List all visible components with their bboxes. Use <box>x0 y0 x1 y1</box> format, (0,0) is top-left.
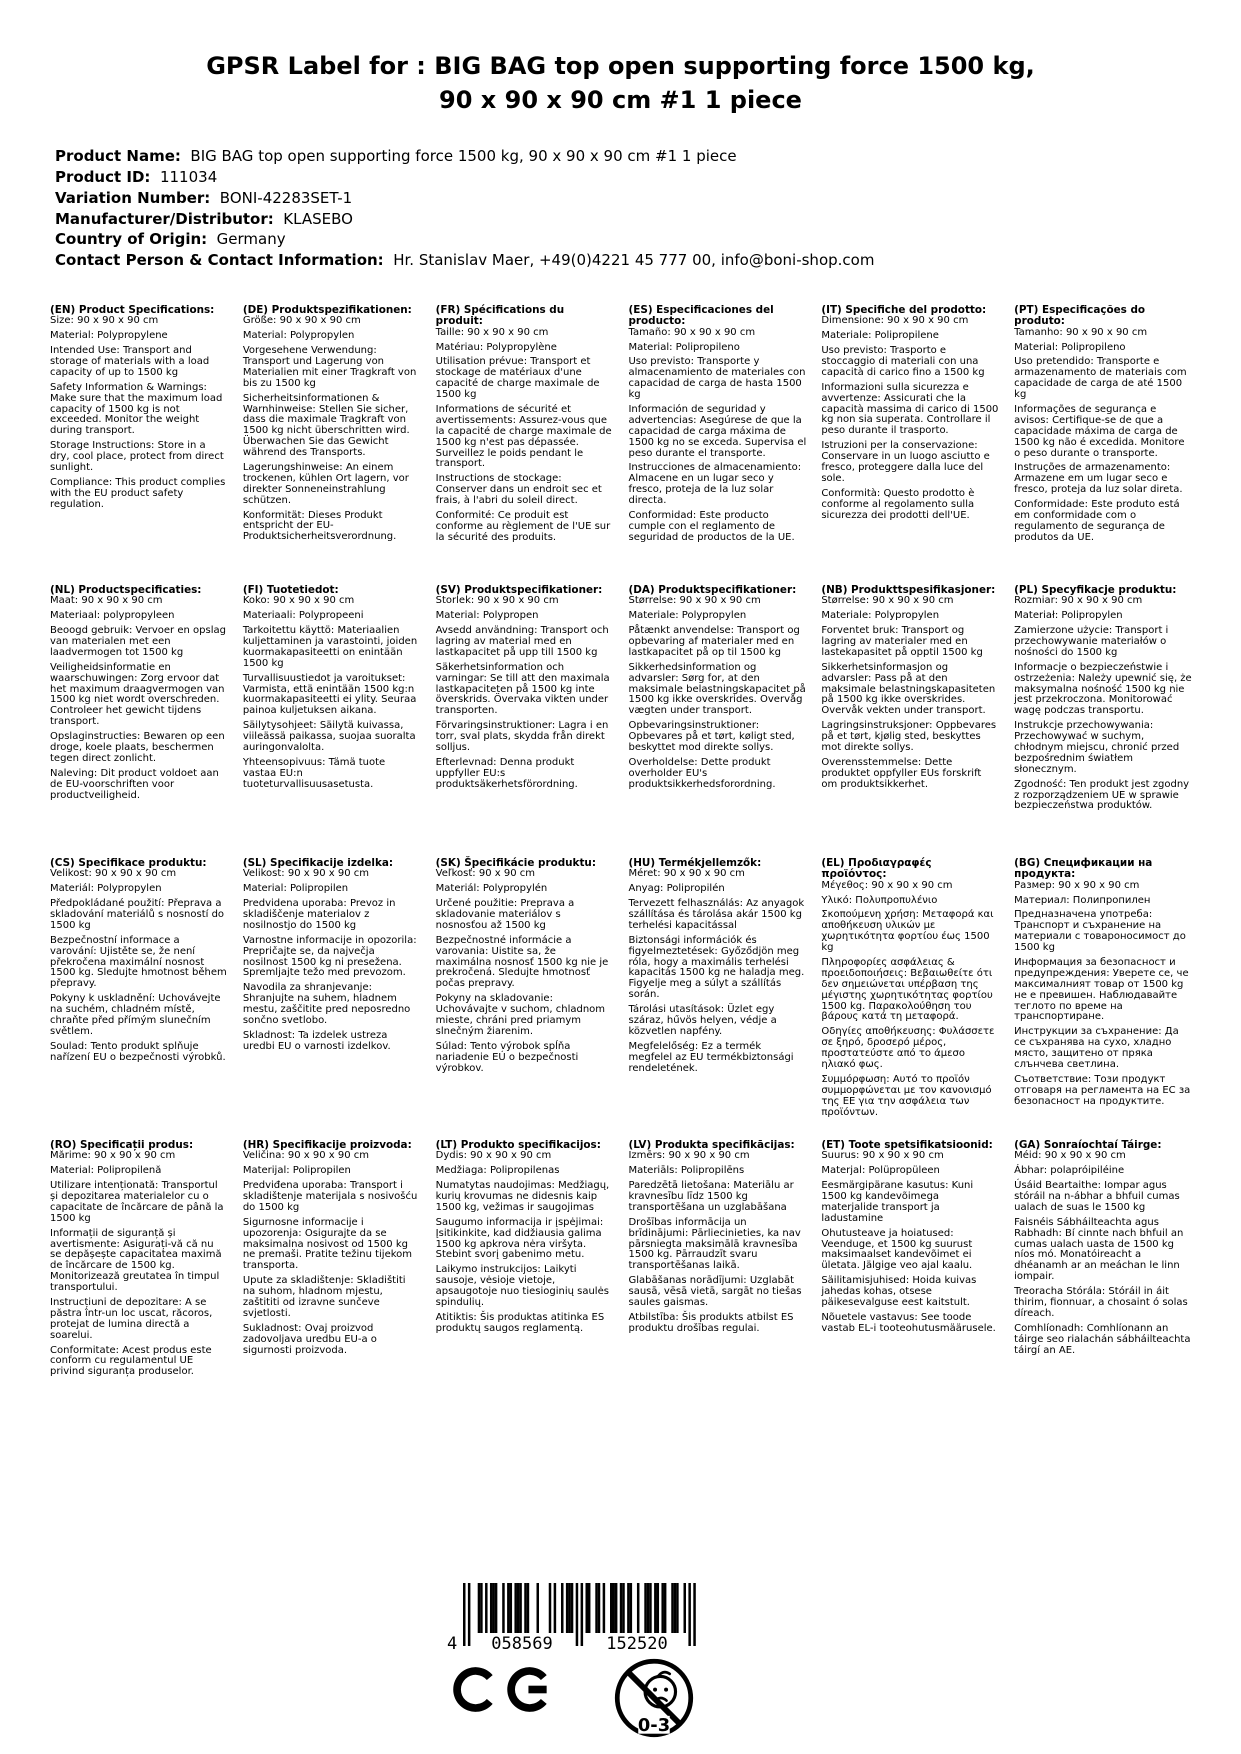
spec-paragraph: Konformität: Dieses Produkt entspricht der EU-Produktsicherheitsverordnung. <box>242 509 397 543</box>
spec-paragraph: Atbilstība: Šis produkts atbilst ES produktu drošības regulai. <box>628 1311 794 1334</box>
spec-paragraph: Förvaringsinstruktioner: Lagra i en torr, sval plats, skydda från direkt solljus. <box>435 720 609 754</box>
language-block-da <box>628 585 806 858</box>
spec-paragraph: Sikkerhetsinformasjon og advarsler: Pass på at den maksimale belastningskapasiteten på 1500 kg ikke overskrides. Overvåk vekten under transport. <box>821 661 996 717</box>
language-block-bg <box>1014 858 1192 1140</box>
barcode <box>445 1583 701 1653</box>
spec-paragraph: Material: Polipropileno <box>628 341 740 353</box>
ce-mark-icon <box>452 1666 552 1713</box>
spec-paragraph: Størrelse: 90 x 90 x 90 cm <box>821 595 954 607</box>
product-info-value: BONI-42283SET-1 <box>210 188 353 207</box>
language-block-header: (HR) Specifikacije proizvoda: <box>242 1139 412 1151</box>
product-info-label: Variation Number: <box>55 188 211 207</box>
language-block-header: (SV) Produktspecifikationer: <box>435 584 603 596</box>
spec-paragraph: Rozmiar: 90 x 90 x 90 cm <box>1014 595 1143 607</box>
language-block-en <box>50 305 228 585</box>
spec-paragraph: Dimensione: 90 x 90 x 90 cm <box>821 315 969 327</box>
spec-paragraph: Materiał: Polipropylen <box>1014 610 1123 622</box>
language-block-header: (ES) Especificaciones del producto: <box>628 304 774 328</box>
spec-paragraph: Pokyny k uskladnění: Uchovávejte na suchém, chladném místě, chraňte před přímým slunečním světlem. <box>50 993 221 1037</box>
spec-paragraph: Размер: 90 x 90 x 90 cm <box>1014 879 1140 891</box>
language-block-header: (RO) Specificații produs: <box>50 1139 194 1151</box>
spec-paragraph: Predvidena uporaba: Prevoz in skladiščenje materialov z nosilnostjo do 1500 kg <box>242 898 396 931</box>
language-block-de <box>243 305 421 585</box>
language-block-sk <box>436 858 614 1140</box>
product-info-value: 111034 <box>150 167 218 186</box>
spec-paragraph: Méret: 90 x 90 x 90 cm <box>628 868 745 880</box>
language-block-header: (PT) Especificações do produto: <box>1014 304 1146 328</box>
spec-paragraph: Conformità: Questo prodotto è conforme al regolamento sulla sicurezza dei prodotti dell'UE. <box>821 487 975 521</box>
spec-paragraph: Efterlevnad: Denna produkt uppfyller EU:s produktsäkerhetsförordning. <box>435 756 578 790</box>
language-grid <box>50 305 1192 1378</box>
spec-paragraph: Compliance: This product complies with the EU product safety regulation. <box>50 476 226 510</box>
spec-paragraph: Naleving: Dit product voldoet aan de EU-voorschriften voor productveiligheid. <box>50 767 219 801</box>
spec-paragraph: Lagringsinstruksjoner: Oppbevares på et tørt, kjølig sted, beskyttes mot direkte sollys. <box>821 720 997 754</box>
spec-paragraph: Glabāšanas norādījumi: Uzglabāt sausā, vēsā vietā, sargāt no tiešas saules gaismas. <box>628 1275 802 1309</box>
page-title: GPSR Label for : BIG BAG top open supporting force 1500 kg, 90 x 90 x 90 cm #1 1 piece <box>206 52 1035 114</box>
spec-paragraph: Tamaño: 90 x 90 x 90 cm <box>628 326 756 338</box>
spec-paragraph: Nõuetele vastavus: See toode vastab EL-i tooteohutusmäärusele. <box>821 1311 996 1334</box>
language-block-header: (IT) Specifiche del prodotto: <box>821 304 987 316</box>
age-warning-text: 0-3 <box>637 1715 671 1737</box>
spec-paragraph: Medžiaga: Polipropilenas <box>435 1165 560 1177</box>
spec-paragraph: Συμμόρφωση: Αυτό το προϊόν συμμορφώνεται με τον κανονισμό της ΕΕ για την ασφάλεια των προϊόντων. <box>821 1073 992 1118</box>
language-block-header: (DE) Produktspezifikationen: <box>242 304 412 316</box>
spec-paragraph: Informações de segurança e avisos: Certifique-se de que a capacidade máxima de carga de 1500 kg não é excedida. Monitore o peso durante o transporte. <box>1014 404 1185 459</box>
spec-paragraph: Υλικό: Πολυπροπυλένιο <box>821 894 938 906</box>
spec-paragraph: Uso previsto: Transporte y almacenamiento de materiales con capacidad de carga de hasta 1500 kg <box>628 356 806 401</box>
language-block-header: (LV) Produkta specifikācijas: <box>628 1139 795 1151</box>
spec-paragraph: Veľkosť: 90 x 90 cm <box>435 868 535 880</box>
spec-paragraph: Información de seguridad y advertencias: Asegúrese de que la capacidad de carga máxima de 1500 kg no se exceda. Supervisa el peso durante el transporte. <box>628 404 807 459</box>
language-block-hu <box>628 858 806 1140</box>
spec-paragraph: Informații de siguranță și avertismente: Asigurați-vă că nu se depășește capacitatea maximă de încărcare de 1500 kg. Monitorizează greutatea în timpul transportului. <box>50 1227 222 1294</box>
spec-paragraph: Storage Instructions: Store in a dry, cool place, protect from direct sunlight. <box>50 440 224 474</box>
spec-paragraph: Materiál: Polypropylen <box>50 883 162 895</box>
product-info-label: Country of Origin: <box>55 230 208 249</box>
spec-paragraph: Úsáid Beartaithe: Iompar agus stóráil na n-ábhar a bhfuil cumas ualach de suas le 1500 kg <box>1014 1180 1180 1213</box>
product-info-value: Hr. Stanislav Maer, +49(0)4221 45 777 00, info@boni-shop.com <box>383 251 875 270</box>
spec-paragraph: Saugumo informacija ir įspėjimai: Įsitikinkite, kad didžiausia galima 1500 kg apkrova nėra viršyta. Stebint svorį gabenimo metu. <box>435 1216 604 1261</box>
language-block-header: (FR) Spécifications du produit: <box>435 304 565 328</box>
spec-paragraph: Koko: 90 x 90 x 90 cm <box>242 595 355 607</box>
language-block-header: (GA) Sonraíochtaí Táirge: <box>1014 1139 1162 1151</box>
spec-paragraph: Sikkerhedsinformation og advarsler: Sørg for, at den maksimale belastningskapacitet på 1500 kg ikke overskrides. Overvåg vægten under transport. <box>628 661 806 717</box>
spec-paragraph: Numatytas naudojimas: Medžiagų, kurių krovumas ne didesnis kaip 1500 kg, vežimas ir saugojimas <box>435 1180 610 1213</box>
spec-paragraph: Material: Polypropylen <box>242 330 355 342</box>
language-block-pl <box>1014 585 1192 858</box>
language-block-header: (PL) Specyfikacje produktu: <box>1014 584 1177 596</box>
spec-paragraph: Zgodność: Ten produkt jest zgodny z rozporządzeniem UE w sprawie bezpieczeństwa produktów. <box>1014 778 1190 812</box>
language-block-header: (NL) Productspecificaties: <box>50 584 202 596</box>
spec-paragraph: Информация за безопасност и предупреждения: Уверете се, че максималният товар от 1500 kg не е превишен. Наблюдавайте теглото по време на транспортиране. <box>1014 957 1189 1023</box>
language-block-fr <box>436 305 614 585</box>
spec-paragraph: Maat: 90 x 90 x 90 cm <box>50 595 163 607</box>
spec-paragraph: Tárolási utasítások: Üzlet egy száraz, hűvös helyen, védje a közvetlen napfény. <box>628 1004 777 1037</box>
spec-paragraph: Uso pretendido: Transporte e armazenamento de materiais com capacidade de carga de até 1500 kg <box>1014 356 1187 401</box>
spec-paragraph: Uso previsto: Trasporto e stoccaggio di materiali con una capacità di carico fino a 1500 kg <box>821 345 985 378</box>
spec-paragraph: Material: Polypropen <box>435 610 539 622</box>
spec-paragraph: Sukladnost: Ovaj proizvod zadovoljava uredbu EU-a o sigurnosti proizvoda. <box>242 1322 377 1356</box>
barcode-digits-group1: 058569 <box>491 1634 553 1654</box>
product-info-row <box>55 167 1201 188</box>
spec-paragraph: Skladnost: Ta izdelek ustreza uredbi EU o varnosti izdelkov. <box>242 1029 391 1052</box>
spec-paragraph: Größe: 90 x 90 x 90 cm <box>242 315 361 327</box>
language-block-header: (DA) Produktspecifikationer: <box>628 584 797 596</box>
spec-paragraph: Megfelelőség: Ez a termék megfelel az EU termékbiztonsági rendeletének. <box>628 1040 794 1074</box>
spec-paragraph: Pokyny na skladovanie: Uchovávajte v suchom, chladnom mieste, chráni pred priamym slnečným žiarenim. <box>435 993 606 1037</box>
spec-paragraph: Sigurnosne informacije i upozorenja: Osigurajte da se maksimalna nosivost od 1500 kg ne premaši. Pratite težinu tijekom transporta. <box>242 1216 413 1272</box>
spec-paragraph: Materiale: Polypropylen <box>628 610 747 622</box>
spec-paragraph: Bezpečnostné informácie a varovania: Uistite sa, že maximálna nosnosť 1500 kg nie je prekročená. Sledujte hmotnosť počas prepravy. <box>435 934 609 990</box>
spec-paragraph: Předpokládané použití: Přeprava a skladování materiálů s nosností do 1500 kg <box>50 898 225 931</box>
spec-paragraph: Forventet bruk: Transport og lagring av materialer med en lastekapasitet på opptil 1500 kg <box>821 625 983 658</box>
spec-paragraph: Laikymo instrukcijos: Laikyti sausoje, vėsioje vietoje, apsaugotoje nuo tiesioginių saulės spindulių. <box>435 1264 609 1309</box>
spec-paragraph: Matériau: Polypropylène <box>435 341 557 353</box>
spec-paragraph: Navodila za shranjevanje: Shranjujte na suhem, hladnem mestu, zaščitite pred neposredno sončno svetlobo. <box>242 982 411 1027</box>
spec-paragraph: Intended Use: Transport and storage of materials with a load capacity of up to 1500 kg <box>50 345 210 378</box>
language-block-nb <box>821 585 999 858</box>
language-block-header: (BG) Спецификации на продукта: <box>1014 857 1153 881</box>
product-info-label: Contact Person & Contact Information: <box>55 251 384 270</box>
spec-paragraph: Beoogd gebruik: Vervoer en opslag van materialen met een laadvermogen tot 1500 kg <box>50 625 226 658</box>
spec-paragraph: Informations de sécurité et avertissements: Assurez-vous que la capacité de charge maximale de 1500 kg n'est pas dépassée. Surveillez le poids pendant le transport. <box>435 404 612 470</box>
spec-paragraph: Conformidade: Este produto está em conformidade com o regulamento de segurança de produtos da UE. <box>1014 499 1180 543</box>
language-block-header: (NB) Produkttspesifikasjoner: <box>821 584 996 596</box>
spec-paragraph: Instruções de armazenamento: Armazene em um lugar seco e fresco, proteja da luz solar direta. <box>1014 462 1183 496</box>
language-block-header: (SL) Specifikacije izdelka: <box>242 857 394 869</box>
spec-paragraph: Určené použitie: Preprava a skladovanie materiálov s nosnosťou až 1500 kg <box>435 898 575 931</box>
language-block-header: (SK) Špecifikácie produktu: <box>435 857 596 869</box>
spec-paragraph: Opslaginstructies: Bewaren op een droge, koele plaats, beschermen tegen direct zonlicht. <box>50 731 225 764</box>
spec-paragraph: Dydis: 90 x 90 x 90 cm <box>435 1150 552 1162</box>
language-block-header: (ET) Toote spetsifikatsioonid: <box>821 1139 993 1151</box>
language-block-lt <box>436 1140 614 1378</box>
spec-paragraph: Tervezett felhasználás: Az anyagok szállítása és tárolása akár 1500 kg terhelési kapacitással <box>628 898 805 931</box>
language-block-sv <box>436 585 614 858</box>
spec-paragraph: Storlek: 90 x 90 x 90 cm <box>435 595 559 607</box>
spec-paragraph: Treoracha Stórála: Stóráil in áit thirim, fionnuar, a chosaint ó solas díreach. <box>1014 1286 1188 1319</box>
spec-paragraph: Material: Polipropilen <box>242 883 349 895</box>
spec-paragraph: Varnostne informacije in opozorila: Prepričajte se, da največja nosilnost 1500 kg ni presežena. Spremljajte težo med prevozom. <box>242 934 417 979</box>
product-info-label: Manufacturer/Distributor: <box>55 209 274 228</box>
language-block-header: (CS) Specifikace produktu: <box>50 857 207 869</box>
spec-paragraph: Informazioni sulla sicurezza e avvertenze: Assicurati che la capacità massima di carico di 1500 kg non sia superata. Controllare il peso durante il trasporto. <box>821 381 999 437</box>
spec-paragraph: Materjal: Polüpropüleen <box>821 1165 940 1177</box>
product-info-value: KLASEBO <box>273 209 353 228</box>
spec-paragraph: Utilizare intenționată: Transportul și depozitarea materialelor cu o capacitate de încărcare de până la 1500 kg <box>50 1180 224 1224</box>
language-block-es <box>628 305 806 585</box>
spec-paragraph: Materiale: Polipropilene <box>821 330 939 342</box>
product-info-label: Product ID: <box>55 167 151 186</box>
spec-paragraph: Turvallisuustiedot ja varoitukset: Varmista, että enintään 1500 kg:n kuormakapasiteetti ei ylity. Seuraa painoa kuljetuksen aikana. <box>242 672 417 717</box>
spec-paragraph: Opbevaringsinstruktioner: Opbevares på et tørt, køligt sted, beskyttet mod direkte sollys. <box>628 720 795 754</box>
language-block-header: (EN) Product Specifications: <box>50 304 215 316</box>
spec-paragraph: Instrucciones de almacenamiento: Almacene en un lugar seco y fresco, proteja de la luz solar directa. <box>628 462 802 507</box>
spec-paragraph: Atitiktis: Šis produktas atitinka ES produktų saugos reglamentą. <box>435 1311 605 1334</box>
spec-paragraph: Størrelse: 90 x 90 x 90 cm <box>628 595 761 607</box>
spec-paragraph: Suurus: 90 x 90 x 90 cm <box>821 1150 944 1162</box>
footer-symbols <box>0 1578 1241 1754</box>
spec-paragraph: Avsedd användning: Transport och lagring av material med en lastkapacitet på upp till 1500 kg <box>435 625 609 658</box>
language-block-el <box>821 858 999 1140</box>
spec-paragraph: Overensstemmelse: Dette produktet oppfyller EUs forskrift om produktsikkerhet. <box>821 756 982 790</box>
spec-paragraph: Tarkoitettu käyttö: Materiaalien kuljettaminen ja varastointi, joiden kuormakapasiteetti on enintään 1500 kg <box>242 625 418 669</box>
spec-paragraph: Yhteensopivuus: Tämä tuote vastaa EU:n tuoteturvallisuusasetusta. <box>242 756 386 790</box>
age-warning-0-3-icon <box>612 1656 696 1740</box>
spec-paragraph: Instrukcje przechowywania: Przechowywać w suchym, chłodnym miejscu, chronić przed bezpośrednim światłem słonecznym. <box>1014 720 1180 775</box>
language-block-header: (EL) Προδιαγραφές προϊόντος: <box>821 857 932 881</box>
spec-paragraph: Μέγεθος: 90 x 90 x 90 cm <box>821 879 953 891</box>
spec-paragraph: Predviđena uporaba: Transport i skladištenje materijala s nosivošću do 1500 kg <box>242 1180 418 1213</box>
spec-paragraph: Drošības informācija un brīdinājumi: Pārliecinieties, ka nav pārsniegta maksimālā kravnesība 1500 kg. Pārraudzīt svaru transportēšanas laikā. <box>628 1216 801 1272</box>
language-block-sl <box>243 858 421 1140</box>
spec-paragraph: Материал: Полипропилен <box>1014 894 1151 906</box>
spec-paragraph: Zamierzone użycie: Transport i przechowywanie materiałów o nośności do 1500 kg <box>1014 625 1169 658</box>
spec-paragraph: Paredzētā lietošana: Materiālu ar kravnesību līdz 1500 kg transportēšana un uzglabāšana <box>628 1180 794 1213</box>
spec-paragraph: Overholdelse: Dette produkt overholder EU's produktsikkerhedsforordning. <box>628 756 776 790</box>
spec-paragraph: Faisnéis Sábháilteachta agus Rabhadh: Bí cinnte nach bhfuil an cumas ualach uasta de 1500 kg níos mó. Monatóireacht a dhéanamh ar an meáchan le linn iompair. <box>1014 1216 1184 1283</box>
spec-paragraph: Οδηγίες αποθήκευσης: Φυλάσσετε σε ξηρό, δροσερό μέρος, προστατεύστε από το άμεσο ηλιακό φως. <box>821 1026 995 1071</box>
spec-paragraph: Säkerhetsinformation och varningar: Se till att den maximala lastkapaciteten på 1500 kg inte överskrids. Övervaka vikten under transporten. <box>435 661 610 717</box>
spec-paragraph: Anyag: Polipropilén <box>628 883 725 895</box>
language-block-pt <box>1014 305 1192 585</box>
spec-paragraph: Πληροφορίες ασφάλειας & προειδοποιήσεις: Βεβαιωθείτε ότι δεν σημειώνεται υπέρβαση της μέγιστης χωρητικότητας φορτίου 1500 kg. Παρακολούθηση του βάρους κατά τη μεταφορά. <box>821 957 993 1023</box>
spec-paragraph: Biztonsági információk és figyelmeztetések: Győződjön meg róla, hogy a maximális terhelési kapacitás 1500 kg ne haladja meg. Figyelje meg a súlyt a szállítás során. <box>628 934 805 1001</box>
spec-paragraph: Påtænkt anvendelse: Transport og opbevaring af materialer med en lastkapacitet på op til 1500 kg <box>628 625 800 658</box>
spec-paragraph: Ohutusteave ja hoiatused: Veenduge, et 1500 kg suurust maksimaalset kandevõimet ei ületata. Jälgige veo ajal kaalu. <box>821 1227 973 1272</box>
spec-paragraph: Säilitamisjuhised: Hoida kuivas jahedas kohas, otsese päikesevalguse eest kaitstult. <box>821 1275 977 1309</box>
spec-paragraph: Conformidad: Este producto cumple con el reglamento de seguridad de productos de la UE. <box>628 510 795 543</box>
product-info-label: Product Name: <box>55 147 181 165</box>
spec-paragraph: Lagerungshinweise: An einem trockenen, kühlen Ort lagern, vor direkter Sonneneinstrahlung schützen. <box>242 462 409 506</box>
spec-paragraph: Инструкции за съхранение: Да се съхранява на сухо, хладно място, защитено от пряка слънчева светлина. <box>1014 1026 1179 1071</box>
spec-paragraph: Velikost: 90 x 90 x 90 cm <box>50 868 177 880</box>
spec-paragraph: Taille: 90 x 90 x 90 cm <box>435 326 549 338</box>
barcode-area <box>445 1583 701 1653</box>
language-block-ga <box>1014 1140 1192 1378</box>
spec-paragraph: Eesmärgipärane kasutus: Kuni 1500 kg kandevõimega materjalide transport ja ladustamine <box>821 1180 974 1224</box>
language-block-nl <box>50 585 228 858</box>
product-info-row <box>55 188 1201 209</box>
product-info-value: Germany <box>207 230 286 249</box>
spec-paragraph: Soulad: Tento produkt splňuje nařízení EU o bezpečnosti výrobků. <box>50 1040 226 1063</box>
spec-paragraph: Instrucțiuni de depozitare: A se păstra într-un loc uscat, răcoros, protejat de lumina directă a soarelui. <box>50 1297 213 1341</box>
spec-paragraph: Súlad: Tento výrobok spĺňa nariadenie EÚ o bezpečnosti výrobkov. <box>435 1040 579 1074</box>
language-block-it <box>821 305 999 585</box>
spec-paragraph: Material: Polipropileno <box>1014 341 1126 353</box>
spec-paragraph: Material: Polypropylene <box>50 330 168 342</box>
spec-paragraph: Size: 90 x 90 x 90 cm <box>50 315 159 327</box>
language-block-fi <box>243 585 421 858</box>
spec-paragraph: Material: Polipropilenă <box>50 1165 162 1177</box>
spec-paragraph: Sicherheitsinformationen & Warnhinweise: Stellen Sie sicher, dass die maximale Tragkraft von 1500 kg nicht überschritten wird. Überwachen Sie das Gewicht während des Transports. <box>242 392 410 459</box>
product-info-row <box>55 146 1201 167</box>
language-block-header: (FI) Tuotetiedot: <box>242 584 339 596</box>
spec-paragraph: Conformité: Ce produit est conforme au règlement de l'UE sur la sécurité des produits. <box>435 510 611 543</box>
language-block-hr <box>243 1140 421 1378</box>
spec-paragraph: Materiāls: Polipropilēns <box>628 1165 745 1177</box>
language-block-et <box>821 1140 999 1378</box>
spec-paragraph: Materiale: Polypropylen <box>821 610 940 622</box>
spec-paragraph: Σκοπούμενη χρήση: Μεταφορά και αποθήκευση υλικών με χωρητικότητα φορτίου έως 1500 kg <box>821 909 994 954</box>
product-info-value: BIG BAG top open supporting force 1500 kg, 90 x 90 x 90 cm #1 1 piece <box>180 147 737 165</box>
spec-paragraph: Velikost: 90 x 90 x 90 cm <box>242 868 369 880</box>
spec-paragraph: Safety Information & Warnings: Make sure that the maximum load capacity of 1500 kg is not exceeded. Monitor the weight during transport. <box>50 381 223 437</box>
spec-paragraph: Istruzioni per la conservazione: Conservare in un luogo asciutto e fresco, proteggere dalla luce del sole. <box>821 440 990 484</box>
spec-paragraph: Tamanho: 90 x 90 x 90 cm <box>1014 326 1148 338</box>
product-info <box>55 146 1201 271</box>
language-block-header: (LT) Produkto specifikacijos: <box>435 1139 601 1151</box>
barcode-digits-group2: 152520 <box>606 1634 668 1654</box>
spec-paragraph: Utilisation prévue: Transport et stockage de matériaux d'une capacité de charge maximale de 1500 kg <box>435 356 600 401</box>
spec-paragraph: Materiaal: polypropyleen <box>50 610 175 622</box>
product-info-row <box>55 250 1201 271</box>
product-info-row <box>55 209 1201 230</box>
language-block-ro <box>50 1140 228 1378</box>
spec-paragraph: Ábhar: polapróipiléine <box>1014 1165 1125 1177</box>
spec-paragraph: Comhlíonadh: Comhlíonann an táirge seo rialachán sábháilteachta táirgí an AE. <box>1014 1322 1191 1356</box>
spec-paragraph: Veiligheidsinformatie en waarschuwingen: Zorg ervoor dat het maximum draagvermogen van 1500 kg niet wordt overschreden. Controleer het gewicht tijdens transport. <box>50 661 225 728</box>
spec-paragraph: Conformitate: Acest produs este conform cu regulamentul UE privind siguranța produselor. <box>50 1344 212 1378</box>
spec-paragraph: Bezpečnostní informace a varování: Ujistěte se, že není překročena maximální nosnost 1500 kg. Sledujte hmotnost během přepravy. <box>50 934 227 990</box>
spec-paragraph: Upute za skladištenje: Skladištiti na suhom, hladnom mjestu, zaštititi od izravne sunčeve svjetlosti. <box>242 1275 406 1319</box>
language-block-cs <box>50 858 228 1140</box>
language-block-lv <box>628 1140 806 1378</box>
spec-paragraph: Säilytysohjeet: Säilytä kuivassa, viileässä paikassa, suojaa suoralta auringonvalolta. <box>242 720 416 754</box>
language-block-header: (HU) Termékjellemzők: <box>628 857 762 869</box>
spec-paragraph: Izmērs: 90 x 90 x 90 cm <box>628 1150 750 1162</box>
spec-paragraph: Materiál: Polypropylén <box>435 883 548 895</box>
spec-paragraph: Materiaali: Polypropeeni <box>242 610 364 622</box>
product-info-row <box>55 229 1201 250</box>
spec-paragraph: Veličina: 90 x 90 x 90 cm <box>242 1150 370 1162</box>
spec-paragraph: Méid: 90 x 90 x 90 cm <box>1014 1150 1126 1162</box>
spec-paragraph: Instructions de stockage: Conserver dans un endroit sec et frais, à l'abri du soleil direct. <box>435 473 602 507</box>
spec-paragraph: Materijal: Polipropilen <box>242 1165 351 1177</box>
spec-paragraph: Предназначена употреба: Транспорт и съхранение на материали с товароносимост до 1500 kg <box>1014 909 1186 954</box>
spec-paragraph: Съответствие: Този продукт отговаря на регламента на ЕС за безопасност на продуктите. <box>1014 1073 1191 1107</box>
barcode-digit-left: 4 <box>447 1634 458 1654</box>
spec-paragraph: Vorgesehene Verwendung: Transport und Lagerung von Materialien mit einer Tragkraft von bis zu 1500 kg <box>242 345 417 389</box>
spec-paragraph: Mărime: 90 x 90 x 90 cm <box>50 1150 176 1162</box>
spec-paragraph: Informacje o bezpieczeństwie i ostrzeżenia: Należy upewnić się, że maksymalna nośność 1500 kg nie jest przekroczona. Monitorować wagę podczas transportu. <box>1014 661 1192 717</box>
